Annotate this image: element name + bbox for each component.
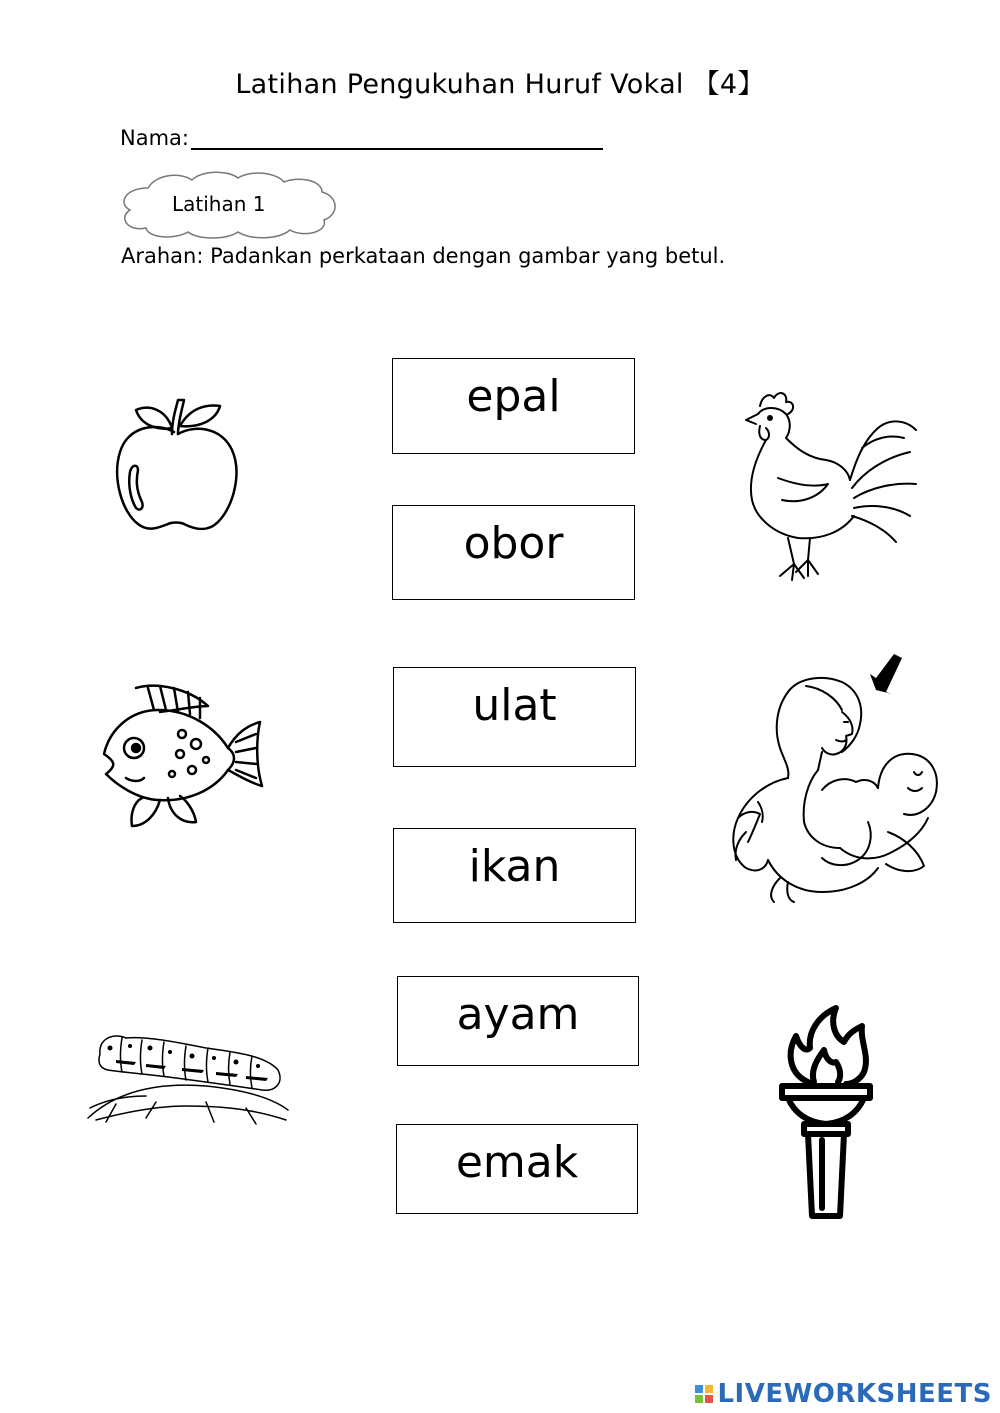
word-box-ulat[interactable]: ulat [393, 667, 636, 767]
caterpillar-picture[interactable] [86, 1026, 290, 1126]
word-box-ayam[interactable]: ayam [397, 976, 639, 1066]
page-title: Latihan Pengukuhan Huruf Vokal 【4】 [235, 69, 765, 100]
torch-picture[interactable] [774, 1002, 878, 1224]
word-box-obor[interactable]: obor [392, 505, 635, 600]
logo-tiles-icon [695, 1385, 713, 1403]
instruction-text: Arahan: Padankan perkataan dengan gambar yang betul. [121, 244, 726, 268]
brand-name: LIVEWORKSHEETS [717, 1379, 992, 1409]
apple-picture[interactable] [106, 390, 246, 540]
name-label: Nama: [120, 126, 189, 150]
liveworksheets-logo[interactable] [695, 1379, 992, 1409]
rooster-picture[interactable] [738, 388, 922, 584]
word-box-epal[interactable]: epal [392, 358, 635, 454]
fish-picture[interactable] [96, 682, 268, 830]
exercise-label: Latihan 1 [172, 192, 266, 216]
word-box-emak[interactable]: emak [396, 1124, 638, 1214]
name-row [120, 124, 603, 150]
word-box-ikan[interactable]: ikan [393, 828, 636, 923]
mother-picture[interactable] [718, 652, 952, 904]
name-field[interactable] [191, 124, 603, 150]
